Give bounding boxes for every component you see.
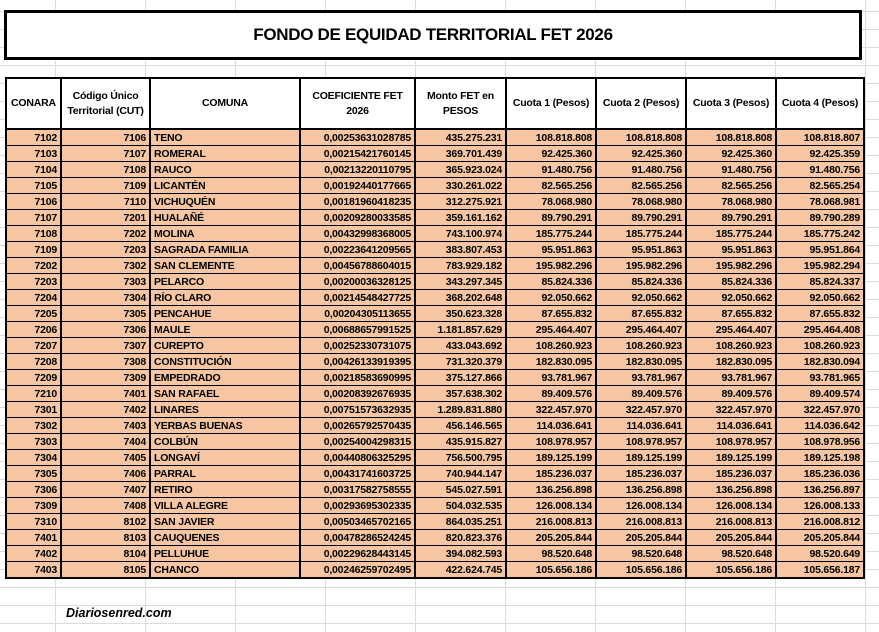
cell-coeficiente: 0,00253631028785 [300, 129, 415, 146]
cell-coeficiente: 0,00688657991525 [300, 322, 415, 338]
cell-conara: 7109 [6, 242, 61, 258]
cell-cuota-2: 126.008.134 [596, 498, 686, 514]
cell-cuota-4: 105.656.187 [776, 562, 864, 579]
cell-cuota-3: 189.125.199 [686, 450, 776, 466]
cell-monto: 394.082.593 [415, 546, 506, 562]
cell-cuota-2: 93.781.967 [596, 370, 686, 386]
cell-conara: 7107 [6, 210, 61, 226]
column-header-cuota-4: Cuota 4 (Pesos) [776, 78, 864, 129]
cell-cuota-1: 92.050.662 [506, 290, 596, 306]
cell-cut: 7203 [61, 242, 150, 258]
cell-cuota-1: 78.068.980 [506, 194, 596, 210]
cell-cut: 7107 [61, 146, 150, 162]
cell-cuota-3: 126.008.134 [686, 498, 776, 514]
cell-cut: 8105 [61, 562, 150, 579]
cell-coeficiente: 0,00254004298315 [300, 434, 415, 450]
column-header-cuota-3: Cuota 3 (Pesos) [686, 78, 776, 129]
cell-comuna: CONSTITUCIÓN [150, 354, 300, 370]
cell-cuota-3: 89.409.576 [686, 386, 776, 402]
cell-cuota-2: 108.260.923 [596, 338, 686, 354]
cell-cuota-4: 185.775.242 [776, 226, 864, 242]
cell-monto: 740.944.147 [415, 466, 506, 482]
column-header-cuota-2: Cuota 2 (Pesos) [596, 78, 686, 129]
cell-comuna: VILLA ALEGRE [150, 498, 300, 514]
cell-comuna: PELARCO [150, 274, 300, 290]
table-row [6, 386, 864, 402]
cell-cuota-3: 185.775.244 [686, 226, 776, 242]
cell-comuna: EMPEDRADO [150, 370, 300, 386]
cell-cut: 7407 [61, 482, 150, 498]
cell-coeficiente: 0,00265792570435 [300, 418, 415, 434]
cell-cuota-3: 78.068.980 [686, 194, 776, 210]
cell-cuota-2: 189.125.199 [596, 450, 686, 466]
cell-cut: 7109 [61, 178, 150, 194]
cell-cuota-4: 205.205.844 [776, 530, 864, 546]
cell-conara: 7208 [6, 354, 61, 370]
cell-cuota-2: 205.205.844 [596, 530, 686, 546]
cell-cuota-4: 89.790.289 [776, 210, 864, 226]
table-row [6, 354, 864, 370]
cell-cuota-2: 108.818.808 [596, 129, 686, 146]
cell-cuota-2: 322.457.970 [596, 402, 686, 418]
cell-conara: 7202 [6, 258, 61, 274]
table-row [6, 530, 864, 546]
cell-coeficiente: 0,00209280033585 [300, 210, 415, 226]
cell-conara: 7305 [6, 466, 61, 482]
source-credit: Diariosenred.com [66, 606, 172, 620]
cell-conara: 7402 [6, 546, 61, 562]
table-row [6, 466, 864, 482]
cell-cuota-1: 136.256.898 [506, 482, 596, 498]
table-row [6, 194, 864, 210]
cell-cuota-2: 95.951.863 [596, 242, 686, 258]
cell-cuota-2: 89.790.291 [596, 210, 686, 226]
cell-monto: 375.127.866 [415, 370, 506, 386]
cell-cuota-2: 136.256.898 [596, 482, 686, 498]
cell-cut: 7108 [61, 162, 150, 178]
cell-cuota-4: 216.008.812 [776, 514, 864, 530]
cell-cuota-1: 95.951.863 [506, 242, 596, 258]
cell-cuota-4: 98.520.649 [776, 546, 864, 562]
cell-cuota-3: 182.830.095 [686, 354, 776, 370]
cell-conara: 7206 [6, 322, 61, 338]
table-row [6, 482, 864, 498]
cell-cuota-4: 87.655.832 [776, 306, 864, 322]
cell-cuota-3: 322.457.970 [686, 402, 776, 418]
cell-cut: 7303 [61, 274, 150, 290]
cell-cuota-4: 108.978.956 [776, 434, 864, 450]
cell-cuota-1: 195.982.296 [506, 258, 596, 274]
cell-coeficiente: 0,00213220110795 [300, 162, 415, 178]
cell-conara: 7401 [6, 530, 61, 546]
cell-cuota-2: 82.565.256 [596, 178, 686, 194]
cell-cuota-4: 182.830.094 [776, 354, 864, 370]
cell-cuota-3: 205.205.844 [686, 530, 776, 546]
cell-monto: 545.027.591 [415, 482, 506, 498]
cell-comuna: LICANTÉN [150, 178, 300, 194]
cell-cuota-1: 87.655.832 [506, 306, 596, 322]
cell-cuota-4: 322.457.970 [776, 402, 864, 418]
cell-cuota-1: 98.520.648 [506, 546, 596, 562]
cell-cuota-4: 136.256.897 [776, 482, 864, 498]
cell-coeficiente: 0,00192440177665 [300, 178, 415, 194]
cell-comuna: SAN RAFAEL [150, 386, 300, 402]
cell-cut: 7401 [61, 386, 150, 402]
cell-cut: 7403 [61, 418, 150, 434]
cell-coeficiente: 0,00181960418235 [300, 194, 415, 210]
cell-cut: 7304 [61, 290, 150, 306]
cell-cuota-2: 182.830.095 [596, 354, 686, 370]
cell-cuota-4: 108.818.807 [776, 129, 864, 146]
cell-cuota-1: 108.978.957 [506, 434, 596, 450]
table-row [6, 402, 864, 418]
cell-cuota-4: 185.236.036 [776, 466, 864, 482]
cell-cuota-1: 89.790.291 [506, 210, 596, 226]
cell-cuota-3: 98.520.648 [686, 546, 776, 562]
column-header-monto: Monto FET en PESOS [415, 78, 506, 129]
cell-comuna: SAN CLEMENTE [150, 258, 300, 274]
cell-comuna: PELLUHUE [150, 546, 300, 562]
cell-coeficiente: 0,00223641209565 [300, 242, 415, 258]
cell-cuota-1: 185.236.037 [506, 466, 596, 482]
cell-cut: 7405 [61, 450, 150, 466]
cell-cuota-1: 126.008.134 [506, 498, 596, 514]
cell-coeficiente: 0,00218583690995 [300, 370, 415, 386]
cell-cuota-2: 295.464.407 [596, 322, 686, 338]
table-row [6, 242, 864, 258]
table-row [6, 418, 864, 434]
cell-cut: 7404 [61, 434, 150, 450]
cell-conara: 7106 [6, 194, 61, 210]
cell-coeficiente: 0,00751573632935 [300, 402, 415, 418]
cell-cut: 7302 [61, 258, 150, 274]
table-row [6, 434, 864, 450]
table-row [6, 338, 864, 354]
cell-cut: 7408 [61, 498, 150, 514]
cell-cuota-3: 136.256.898 [686, 482, 776, 498]
cell-cuota-3: 82.565.256 [686, 178, 776, 194]
cell-conara: 7306 [6, 482, 61, 498]
column-header-cut: Código Único Territorial (CUT) [61, 78, 150, 129]
cell-monto: 435.915.827 [415, 434, 506, 450]
cell-conara: 7203 [6, 274, 61, 290]
cell-cut: 8103 [61, 530, 150, 546]
cell-cut: 7406 [61, 466, 150, 482]
cell-coeficiente: 0,00229628443145 [300, 546, 415, 562]
cell-cuota-1: 182.830.095 [506, 354, 596, 370]
page-title: FONDO DE EQUIDAD TERRITORIAL FET 2026 [253, 25, 613, 44]
cell-coeficiente: 0,00246259702495 [300, 562, 415, 579]
cell-conara: 7301 [6, 402, 61, 418]
cell-cuota-1: 114.036.641 [506, 418, 596, 434]
cell-monto: 433.043.692 [415, 338, 506, 354]
cell-cuota-2: 92.050.662 [596, 290, 686, 306]
table-row [6, 306, 864, 322]
cell-comuna: VICHUQUÉN [150, 194, 300, 210]
cell-cuota-1: 185.775.244 [506, 226, 596, 242]
cell-comuna: YERBAS BUENAS [150, 418, 300, 434]
column-header-conara: CONARA [6, 78, 61, 129]
cell-cuota-2: 89.409.576 [596, 386, 686, 402]
cell-cuota-3: 195.982.296 [686, 258, 776, 274]
cell-coeficiente: 0,00252330731075 [300, 338, 415, 354]
cell-monto: 435.275.231 [415, 129, 506, 146]
table-row [6, 290, 864, 306]
cell-cuota-2: 85.824.336 [596, 274, 686, 290]
column-header-cuota-1: Cuota 1 (Pesos) [506, 78, 596, 129]
table-row [6, 146, 864, 162]
cell-cuota-3: 91.480.756 [686, 162, 776, 178]
cell-cut: 7307 [61, 338, 150, 354]
cell-cuota-3: 93.781.967 [686, 370, 776, 386]
cell-monto: 368.202.648 [415, 290, 506, 306]
cell-monto: 312.275.921 [415, 194, 506, 210]
cell-conara: 7302 [6, 418, 61, 434]
cell-cuota-1: 82.565.256 [506, 178, 596, 194]
cell-cuota-1: 85.824.336 [506, 274, 596, 290]
cell-cuota-2: 195.982.296 [596, 258, 686, 274]
cell-monto: 343.297.345 [415, 274, 506, 290]
cell-conara: 7310 [6, 514, 61, 530]
cell-comuna: SAN JAVIER [150, 514, 300, 530]
cell-cuota-4: 93.781.965 [776, 370, 864, 386]
cell-cuota-1: 205.205.844 [506, 530, 596, 546]
table-row [6, 178, 864, 194]
cell-cuota-2: 114.036.641 [596, 418, 686, 434]
cell-cuota-2: 105.656.186 [596, 562, 686, 579]
cell-comuna: MAULE [150, 322, 300, 338]
cell-monto: 422.624.745 [415, 562, 506, 579]
cell-cuota-4: 85.824.337 [776, 274, 864, 290]
cell-cuota-2: 185.236.037 [596, 466, 686, 482]
cell-coeficiente: 0,00426133919395 [300, 354, 415, 370]
cell-comuna: COLBÚN [150, 434, 300, 450]
cell-cuota-1: 89.409.576 [506, 386, 596, 402]
cell-monto: 456.146.565 [415, 418, 506, 434]
cell-comuna: CUREPTO [150, 338, 300, 354]
cell-conara: 7304 [6, 450, 61, 466]
cell-cuota-3: 85.824.336 [686, 274, 776, 290]
cell-comuna: LONGAVÍ [150, 450, 300, 466]
cell-conara: 7207 [6, 338, 61, 354]
cell-coeficiente: 0,00432998368005 [300, 226, 415, 242]
cell-cuota-3: 185.236.037 [686, 466, 776, 482]
cell-cuota-3: 95.951.863 [686, 242, 776, 258]
cell-monto: 504.032.535 [415, 498, 506, 514]
cell-cuota-3: 108.818.808 [686, 129, 776, 146]
cell-coeficiente: 0,00204305113655 [300, 306, 415, 322]
cell-coeficiente: 0,00503465702165 [300, 514, 415, 530]
cell-cuota-1: 92.425.360 [506, 146, 596, 162]
table-row [6, 210, 864, 226]
table-row [6, 274, 864, 290]
report-title-box [4, 10, 862, 60]
cell-comuna: TENO [150, 129, 300, 146]
cell-cut: 7201 [61, 210, 150, 226]
cell-coeficiente: 0,00431741603725 [300, 466, 415, 482]
table-row [6, 514, 864, 530]
column-header-comuna: COMUNA [150, 78, 300, 129]
cell-cuota-1: 216.008.813 [506, 514, 596, 530]
cell-cuota-3: 87.655.832 [686, 306, 776, 322]
cell-conara: 7108 [6, 226, 61, 242]
table-row [6, 258, 864, 274]
cell-cut: 7402 [61, 402, 150, 418]
cell-cuota-1: 189.125.199 [506, 450, 596, 466]
cell-cuota-3: 108.978.957 [686, 434, 776, 450]
cell-comuna: RÍO CLARO [150, 290, 300, 306]
cell-cuota-4: 108.260.923 [776, 338, 864, 354]
cell-comuna: RAUCO [150, 162, 300, 178]
cell-cuota-4: 295.464.408 [776, 322, 864, 338]
cell-monto: 357.638.302 [415, 386, 506, 402]
cell-cuota-4: 92.425.359 [776, 146, 864, 162]
cell-cuota-3: 92.050.662 [686, 290, 776, 306]
cell-cuota-4: 126.008.133 [776, 498, 864, 514]
cell-conara: 7103 [6, 146, 61, 162]
cell-cuota-2: 108.978.957 [596, 434, 686, 450]
cell-cuota-1: 322.457.970 [506, 402, 596, 418]
cell-cuota-2: 92.425.360 [596, 146, 686, 162]
cell-cuota-3: 108.260.923 [686, 338, 776, 354]
cell-coeficiente: 0,00293695302335 [300, 498, 415, 514]
cell-cuota-1: 108.260.923 [506, 338, 596, 354]
cell-comuna: MOLINA [150, 226, 300, 242]
cell-conara: 7104 [6, 162, 61, 178]
cell-monto: 350.623.328 [415, 306, 506, 322]
cell-monto: 369.701.439 [415, 146, 506, 162]
table-row [6, 162, 864, 178]
cell-cuota-3: 114.036.641 [686, 418, 776, 434]
cell-monto: 783.929.182 [415, 258, 506, 274]
cell-comuna: CHANCO [150, 562, 300, 579]
cell-cut: 8102 [61, 514, 150, 530]
cell-cuota-4: 89.409.574 [776, 386, 864, 402]
cell-coeficiente: 0,00215421760145 [300, 146, 415, 162]
cell-cut: 7308 [61, 354, 150, 370]
cell-monto: 820.823.376 [415, 530, 506, 546]
table-row [6, 129, 864, 146]
cell-comuna: RETIRO [150, 482, 300, 498]
cell-cuota-2: 185.775.244 [596, 226, 686, 242]
table-header-row [6, 78, 864, 129]
cell-cuota-4: 82.565.254 [776, 178, 864, 194]
cell-monto: 756.500.795 [415, 450, 506, 466]
cell-cuota-2: 78.068.980 [596, 194, 686, 210]
cell-comuna: PENCAHUE [150, 306, 300, 322]
table-body [6, 129, 864, 578]
cell-coeficiente: 0,00317582758555 [300, 482, 415, 498]
cell-cuota-2: 87.655.832 [596, 306, 686, 322]
cell-conara: 7204 [6, 290, 61, 306]
cell-coeficiente: 0,00478286524245 [300, 530, 415, 546]
cell-cuota-2: 98.520.648 [596, 546, 686, 562]
cell-cuota-1: 105.656.186 [506, 562, 596, 579]
table-row [6, 562, 864, 579]
cell-conara: 7209 [6, 370, 61, 386]
cell-cuota-4: 195.982.294 [776, 258, 864, 274]
cell-cuota-1: 108.818.808 [506, 129, 596, 146]
cell-cut: 7306 [61, 322, 150, 338]
cell-cuota-2: 216.008.813 [596, 514, 686, 530]
cell-conara: 7105 [6, 178, 61, 194]
cell-cuota-4: 114.036.642 [776, 418, 864, 434]
cell-coeficiente: 0,00214548427725 [300, 290, 415, 306]
cell-comuna: HUALAÑÉ [150, 210, 300, 226]
cell-cuota-4: 189.125.198 [776, 450, 864, 466]
cell-comuna: SAGRADA FAMILIA [150, 242, 300, 258]
cell-comuna: PARRAL [150, 466, 300, 482]
fet-2026-table [5, 77, 865, 579]
cell-cuota-1: 91.480.756 [506, 162, 596, 178]
table-row [6, 450, 864, 466]
cell-monto: 743.100.974 [415, 226, 506, 242]
cell-coeficiente: 0,00440806325295 [300, 450, 415, 466]
cell-cut: 7110 [61, 194, 150, 210]
cell-comuna: CAUQUENES [150, 530, 300, 546]
cell-cuota-3: 295.464.407 [686, 322, 776, 338]
cell-monto: 1.289.831.880 [415, 402, 506, 418]
cell-conara: 7205 [6, 306, 61, 322]
cell-cuota-2: 91.480.756 [596, 162, 686, 178]
cell-monto: 330.261.022 [415, 178, 506, 194]
cell-cut: 7202 [61, 226, 150, 242]
cell-conara: 7102 [6, 129, 61, 146]
cell-cuota-3: 216.008.813 [686, 514, 776, 530]
cell-conara: 7303 [6, 434, 61, 450]
cell-cuota-3: 105.656.186 [686, 562, 776, 579]
cell-cuota-4: 91.480.756 [776, 162, 864, 178]
cell-cuota-3: 89.790.291 [686, 210, 776, 226]
cell-cut: 7309 [61, 370, 150, 386]
cell-monto: 864.035.251 [415, 514, 506, 530]
cell-cuota-3: 92.425.360 [686, 146, 776, 162]
cell-comuna: LINARES [150, 402, 300, 418]
cell-monto: 365.923.024 [415, 162, 506, 178]
table-row [6, 370, 864, 386]
cell-monto: 359.161.162 [415, 210, 506, 226]
cell-coeficiente: 0,00456788604015 [300, 258, 415, 274]
cell-cuota-1: 93.781.967 [506, 370, 596, 386]
cell-cut: 7106 [61, 129, 150, 146]
cell-conara: 7309 [6, 498, 61, 514]
cell-monto: 731.320.379 [415, 354, 506, 370]
cell-cuota-4: 95.951.864 [776, 242, 864, 258]
cell-cuota-4: 78.068.981 [776, 194, 864, 210]
cell-cuota-4: 92.050.662 [776, 290, 864, 306]
column-header-coeficiente: COEFICIENTE FET 2026 [300, 78, 415, 129]
cell-cuota-1: 295.464.407 [506, 322, 596, 338]
cell-coeficiente: 0,00200036328125 [300, 274, 415, 290]
table-row [6, 546, 864, 562]
cell-cut: 8104 [61, 546, 150, 562]
cell-coeficiente: 0,00208392676935 [300, 386, 415, 402]
table-row [6, 498, 864, 514]
cell-conara: 7403 [6, 562, 61, 579]
table-row [6, 322, 864, 338]
cell-monto: 383.807.453 [415, 242, 506, 258]
cell-cut: 7305 [61, 306, 150, 322]
cell-conara: 7210 [6, 386, 61, 402]
cell-monto: 1.181.857.629 [415, 322, 506, 338]
cell-comuna: ROMERAL [150, 146, 300, 162]
table-row [6, 226, 864, 242]
